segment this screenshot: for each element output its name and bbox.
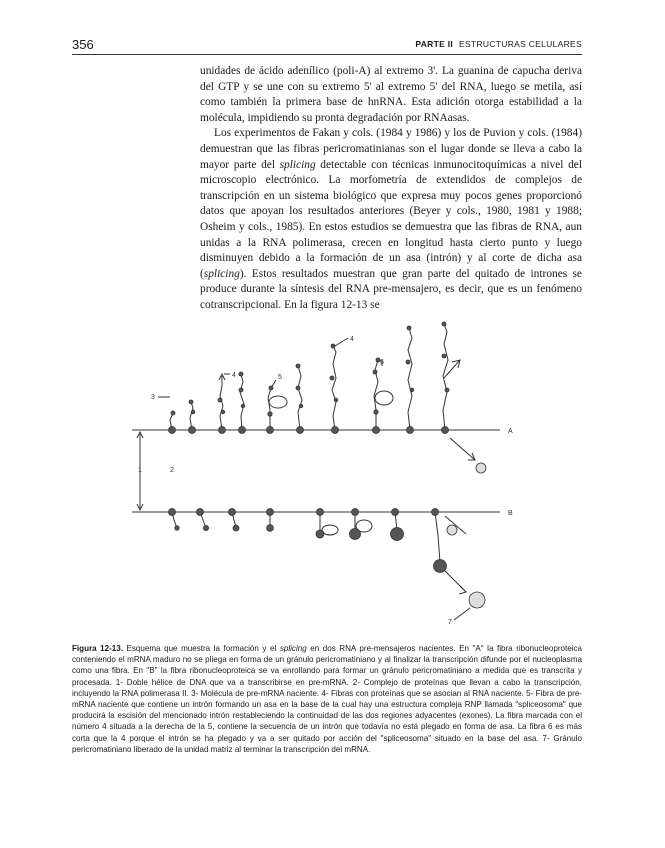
caption-label: Figura 12-13. bbox=[72, 644, 123, 653]
polymerase-a-3 bbox=[219, 427, 226, 434]
pointer-7 bbox=[454, 608, 470, 620]
polymerase-a-8 bbox=[373, 427, 380, 434]
polymerase-a-1 bbox=[169, 427, 176, 434]
polymerase-b-2 bbox=[197, 509, 204, 516]
fiber-a-9 bbox=[408, 328, 412, 430]
polymerase-b-6 bbox=[352, 509, 359, 516]
fiber-a-7 bbox=[332, 346, 336, 430]
paragraph-2-text-b: detectable con técnicas inmunocitoquímicas a nivel del microscopio electrónico. La morfometría de extendidos de complejos de transcripción en un sistema biológico que expresa muy pocos genes proporcionó datos que apoyan los resultados anteriores (Beyer y cols., 1980, 1981 y 1988; Osheim y cols., 1985). En estos estudios se demuestra que las fibras de RNA, aun unidas a la RNA polimerasa, crecen en longitud hasta cierto punto y luego disminuyen debido a la formación de un asa (intrón) y al corte de dicha asa ( bbox=[200, 158, 582, 280]
fiber-a-3 bbox=[220, 386, 223, 430]
label-a: A bbox=[508, 428, 513, 435]
label-4a: 4 bbox=[232, 372, 236, 379]
label-3: 3 bbox=[151, 394, 155, 401]
label-5: 5 bbox=[278, 374, 282, 381]
granule-a-released bbox=[476, 463, 486, 473]
polymerase-b-7 bbox=[392, 509, 399, 516]
fiber-a-6 bbox=[298, 366, 302, 430]
paragraph-2-splicing-1: splicing bbox=[279, 158, 316, 171]
polymerase-b-5 bbox=[317, 509, 324, 516]
body-text bbox=[200, 64, 582, 314]
paragraph-2-splicing-2: splicing bbox=[203, 267, 240, 280]
polymerase-a-2 bbox=[189, 427, 196, 434]
label-2: 2 bbox=[170, 467, 174, 474]
fiber-a-4 bbox=[240, 374, 244, 430]
figure-12-13-diagram bbox=[120, 320, 540, 630]
caption-text-1: Esquema que muestra la formación y el bbox=[122, 644, 280, 653]
polymerase-a-10 bbox=[442, 427, 449, 434]
paragraph-2-text-c: ). Estos resultados muestran que gran parte del quitado de intrones se produce durante la síntesis del RNA pre-mensajero, es decir, que es un fenómeno cotranscripcional. En la figura 12-13 se bbox=[200, 267, 582, 311]
polymerase-b-8 bbox=[432, 509, 439, 516]
page-header bbox=[72, 37, 582, 55]
paragraph-2-text-a: Los experimentos de Fakan y cols. (1984 y 1986) y los de Puvion y cols. (1984) demuestran que las fibras pericromatinianas son el lugar donde se lleva a cabo la mayor parte del bbox=[200, 127, 582, 171]
page-number: 356 bbox=[72, 37, 94, 52]
polymerase-a-6 bbox=[297, 427, 304, 434]
running-head bbox=[415, 39, 582, 49]
polymerase-a-9 bbox=[407, 427, 414, 434]
granule-b-released bbox=[469, 592, 485, 608]
running-head-part: PARTE II bbox=[415, 39, 454, 49]
running-head-section: ESTRUCTURAS CELULARES bbox=[459, 39, 582, 49]
header-rule bbox=[72, 54, 582, 55]
label-4b: 4 bbox=[350, 336, 354, 343]
polymerase-a-7 bbox=[332, 427, 339, 434]
figure-caption bbox=[72, 643, 582, 755]
polymerase-a-4 bbox=[239, 427, 246, 434]
polymerase-a-5 bbox=[267, 427, 274, 434]
label-6: 6 bbox=[380, 359, 384, 366]
label-1: 1 bbox=[138, 467, 142, 474]
transcription-diagram bbox=[120, 320, 540, 630]
polymerase-b-4 bbox=[267, 509, 274, 516]
fiber-b-8 bbox=[435, 512, 440, 562]
polymerase-b-3 bbox=[229, 509, 236, 516]
paragraph-2 bbox=[200, 126, 582, 313]
caption-splicing: splicing bbox=[279, 644, 307, 653]
label-7: 7 bbox=[448, 619, 452, 626]
release-arrow-a bbox=[450, 438, 475, 460]
label-b: B bbox=[508, 510, 513, 517]
paragraph-1: unidades de ácido adenílico (poli-A) al extremo 3'. La guanina de capucha deriva del GTP y se une con su extremo 5' al extremo 5' del RNA, luego se metila, así como también la primera base de hnRNA. Esta adición otorga estabilidad a la molécula, impidiendo su pronta degradación por RNAasas. bbox=[200, 65, 582, 124]
polymerase-b-1 bbox=[169, 509, 176, 516]
fiber-a-2 bbox=[190, 402, 193, 430]
caption-text-2: en dos RNA pre-mensajeros nacientes. En "A" la fibra ribonucleoproteica conteniendo el mRNA maduro no se pliega en forma de un gránulo pericromatiniano y al finalizar la transcripción difunde por el nucleoplasma como una fibra. En "B" la fibra ribonucleoproteica se va enrollando para formar un gránulo pericromatiniano a medida que es transcrita y procesada. 1- Doble hélice de DNA que va a transcribirse en pre-mRNA. 2- Complejo de proteínas que llevan a cabo la transcripción, incluyendo la RNA polimerasa II. 3- Molécula de pre-mRNA naciente. 4- Fibras con proteínas que se asocian al RNA naciente. 5- Fibra de pre-mRNA naciente que contiene un intrón formando un asa en la base de la cual hay una estructura compleja RNP llamada "spliceosoma" que producirá la escisión del mencionado intrón restableciendo la continuidad de las dos regiones adyacentes (exones). La fibra marcada con el número 4 situada a la derecha de la 5, contiene la secuencia de un intrón que todavía no está plegado en forma de asa. La fibra 6 es más corta que la 4 porque el intrón se ha plegado y va a ser quitado por acción del "spliceosoma" situado en la base del asa. 7- Gránulo pericromatiniano liberado de la unidad matriz al terminar la transcripción del mRNA. bbox=[72, 644, 582, 754]
